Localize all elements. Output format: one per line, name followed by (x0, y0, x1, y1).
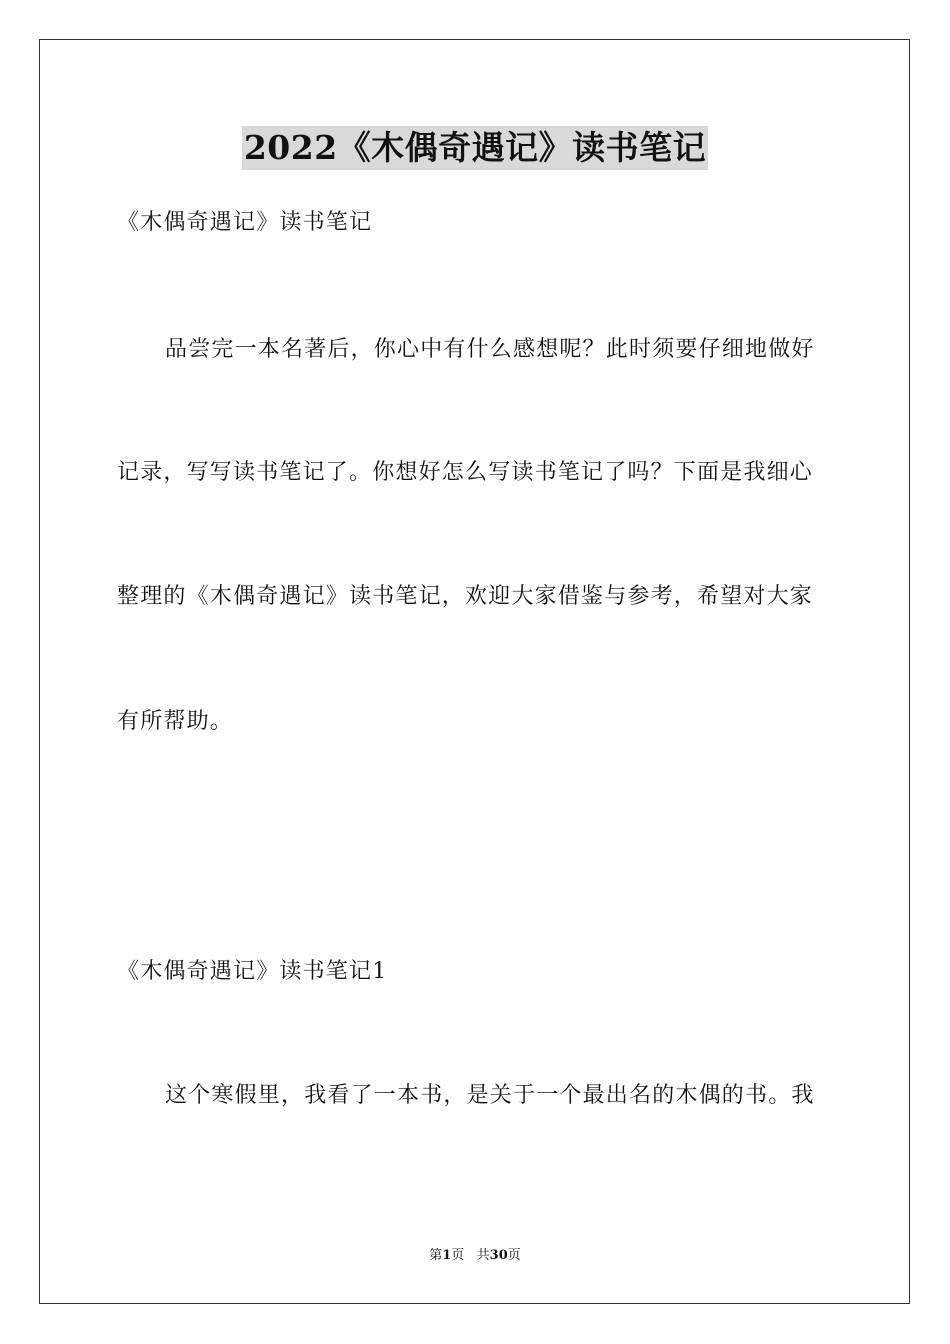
document-title: 2022《木偶奇遇记》读书笔记 (242, 126, 708, 170)
footer-suffix: 页 (507, 1248, 521, 1263)
footer-mid: 页 共 (451, 1248, 490, 1263)
footer-page-total: 30 (489, 1248, 508, 1263)
subtitle: 《木偶奇遇记》读书笔记 (117, 210, 373, 235)
section-line-1: 这个寒假里，我看了一本书，是关于一个最出名的木偶的书。我 (165, 1083, 815, 1108)
title-container (0, 126, 950, 170)
intro-line-4: 有所帮助。 (117, 709, 234, 734)
section-heading: 《木偶奇遇记》读书笔记1 (117, 959, 388, 984)
intro-line-3: 整理的《木偶奇遇记》读书笔记，欢迎大家借鉴与参考，希望对大家 (117, 584, 814, 609)
intro-line-1: 品尝完一本名著后，你心中有什么感想呢？此时须要仔细地做好 (165, 337, 815, 362)
footer-page-current: 1 (442, 1248, 452, 1263)
footer-prefix: 第 (429, 1248, 443, 1263)
page-footer (0, 1247, 950, 1265)
intro-line-2: 记录，写写读书笔记了。你想好怎么写读书笔记了吗？下面是我细心 (117, 460, 814, 485)
